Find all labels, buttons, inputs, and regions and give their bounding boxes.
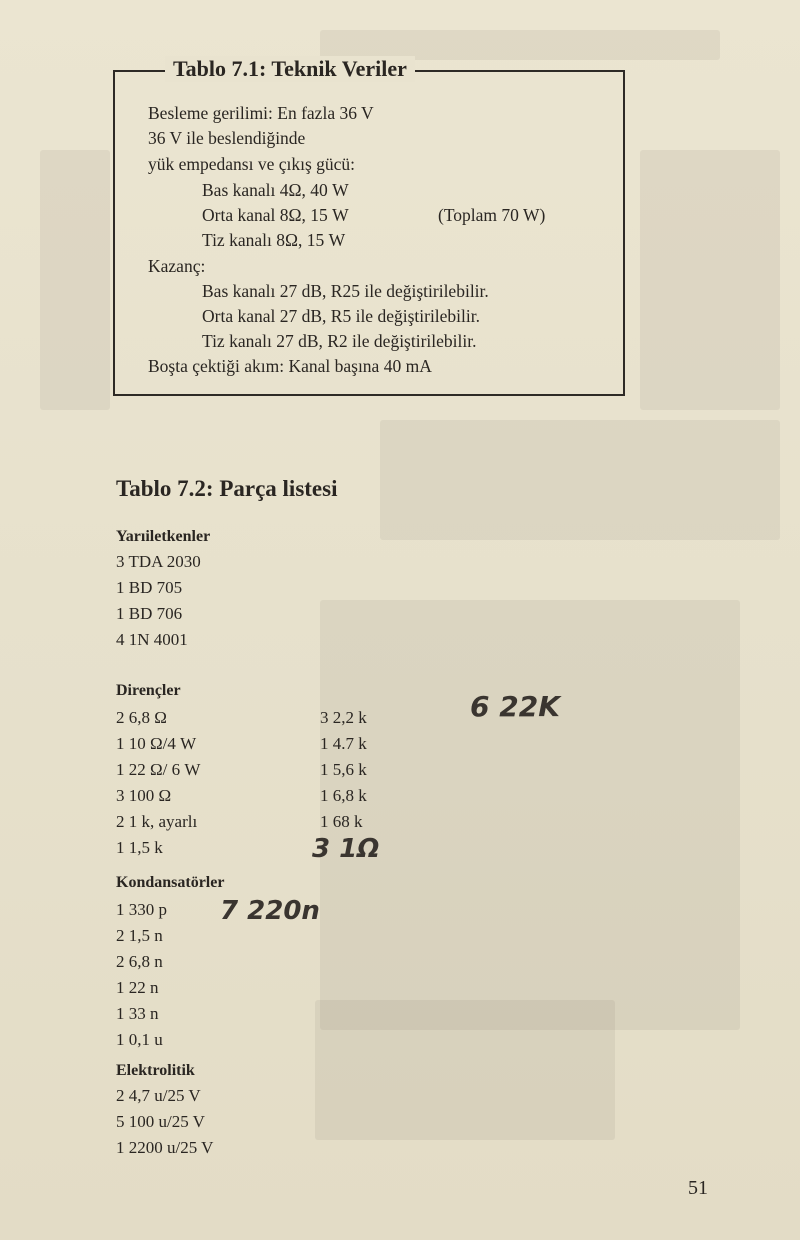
- list-item: 4 1N 4001: [116, 630, 188, 649]
- show-through-area: [40, 150, 110, 410]
- impedance-power-line: yük empedansı ve çıkış gücü:: [148, 154, 356, 174]
- resistors-heading: Dirençler: [116, 682, 181, 699]
- supply-36v-line: 36 V ile beslendiğinde: [148, 128, 306, 148]
- list-item: 1 10 Ω/4 W: [116, 734, 197, 753]
- supply-voltage-line: Besleme gerilimi: En fazla 36 V: [148, 103, 374, 123]
- list-item: 5 100 u/25 V: [116, 1112, 205, 1131]
- list-item: 2 1 k, ayarlı: [116, 812, 198, 831]
- list-item: 3 2,2 k: [320, 708, 367, 727]
- list-item: 1 22 n: [116, 978, 159, 997]
- bass-channel-power: Bas kanalı 4Ω, 40 W: [202, 180, 349, 200]
- list-item: 1 33 n: [116, 1004, 159, 1023]
- total-power: (Toplam 70 W): [438, 205, 546, 225]
- list-item: 2 4,7 u/25 V: [116, 1086, 201, 1105]
- list-item: 1 0,1 u: [116, 1030, 163, 1049]
- list-item: 1 1,5 k: [116, 838, 163, 857]
- table-7-1-title: Tablo 7.1: Teknik Veriler: [165, 56, 415, 82]
- handwritten-note-22k: 6 22K: [470, 690, 560, 723]
- list-item: 1 22 Ω/ 6 W: [116, 760, 201, 779]
- treble-gain: Tiz kanalı 27 dB, R2 ile değiştirilebilir.: [202, 331, 477, 351]
- idle-current: Boşta çektiği akım: Kanal başına 40 mA: [148, 356, 432, 376]
- handwritten-note-1ohm: 3 1Ω: [312, 834, 380, 864]
- mid-gain: Orta kanal 27 dB, R5 ile değiştirilebilir.: [202, 306, 481, 326]
- semiconductors-heading: Yarıiletkenler: [116, 528, 211, 545]
- capacitors-heading: Kondansatörler: [116, 874, 225, 891]
- list-item: 1 68 k: [320, 812, 363, 831]
- show-through-area: [640, 150, 780, 410]
- list-item: 2 6,8 Ω: [116, 708, 167, 727]
- list-item: 2 1,5 n: [116, 926, 163, 945]
- list-item: 1 6,8 k: [320, 786, 367, 805]
- list-item: 3 TDA 2030: [116, 552, 201, 571]
- table-7-2-title: Tablo 7.2: Parça listesi: [116, 476, 338, 501]
- show-through-area: [320, 600, 740, 1030]
- treble-channel-power: Tiz kanalı 8Ω, 15 W: [202, 230, 346, 250]
- list-item: 1 330 p: [116, 900, 167, 919]
- list-item: 1 4.7 k: [320, 734, 367, 753]
- handwritten-note-220n: 7 220n: [220, 896, 320, 926]
- show-through-area: [315, 1000, 615, 1140]
- page-number: 51: [688, 1177, 708, 1199]
- list-item: 1 BD 706: [116, 604, 183, 623]
- list-item: 2 6,8 n: [116, 952, 163, 971]
- list-item: 1 BD 705: [116, 578, 183, 597]
- list-item: 3 100 Ω: [116, 786, 172, 805]
- show-through-area: [380, 420, 780, 540]
- list-item: 1 2200 u/25 V: [116, 1138, 214, 1157]
- electrolytic-heading: Elektrolitik: [116, 1062, 195, 1079]
- mid-channel-power: Orta kanal 8Ω, 15 W: [202, 205, 349, 225]
- gain-label: Kazanç:: [148, 256, 206, 276]
- list-item: 1 5,6 k: [320, 760, 367, 779]
- bass-gain: Bas kanalı 27 dB, R25 ile değiştirilebilir.: [202, 281, 489, 301]
